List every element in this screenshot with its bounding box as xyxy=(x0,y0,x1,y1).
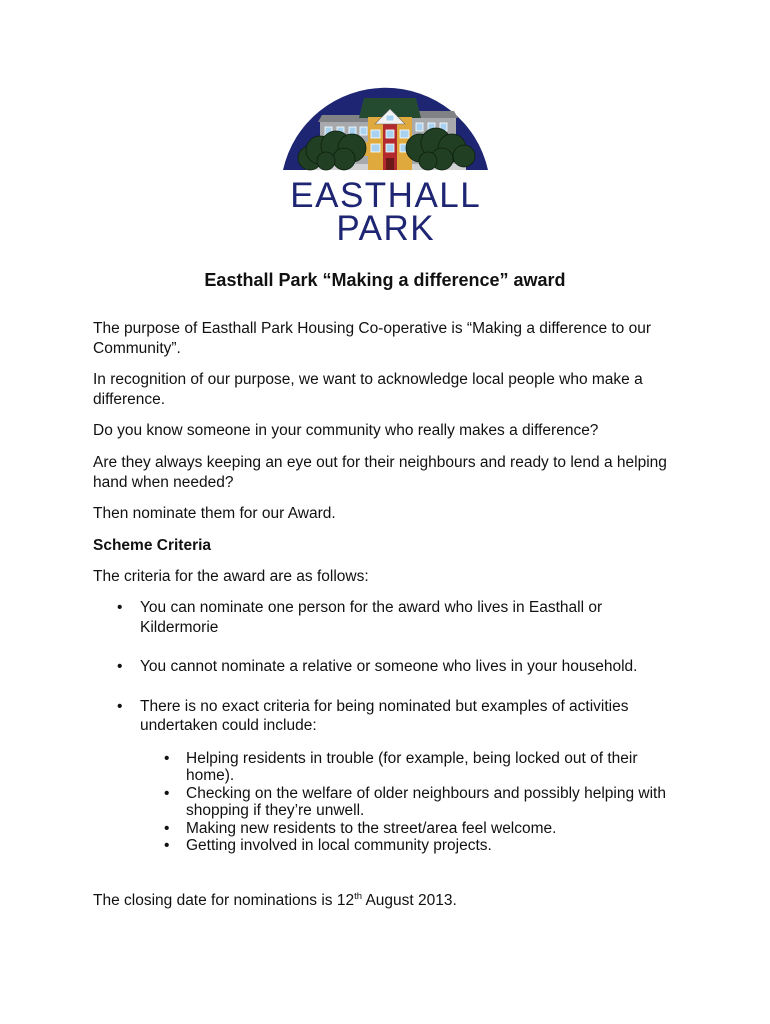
closing-date-text: The closing date for nominations is 12 xyxy=(93,892,355,909)
section-heading-scheme-criteria: Scheme Criteria xyxy=(93,537,212,554)
logo-tree xyxy=(333,148,355,170)
logo-window xyxy=(371,144,380,152)
criteria-item xyxy=(117,598,666,637)
closing-date-statement xyxy=(93,891,457,911)
bullet-glyph: • xyxy=(164,784,170,802)
closing-date-month-year: August 2013. xyxy=(362,892,457,909)
paragraph-question: Do you know someone in your community who really makes a difference? xyxy=(93,422,599,439)
activity-examples-list xyxy=(164,750,666,855)
activity-example-text: Helping residents in trouble (for example, being locked out of their home). xyxy=(186,750,638,785)
criteria-intro: The criteria for the award are as follows: xyxy=(93,568,369,585)
logo-emblem xyxy=(280,84,492,176)
paragraph-recognition: In recognition of our purpose, we want to acknowledge local people who make a difference. xyxy=(93,371,643,408)
logo-door xyxy=(386,158,394,170)
activity-example-item xyxy=(164,837,666,855)
bullet-glyph: • xyxy=(164,750,170,767)
activity-example-text: Getting involved in local community projects. xyxy=(186,837,492,855)
logo-window xyxy=(386,130,394,138)
activity-example-text: Checking on the welfare of older neighbours and possibly helping with shopping if they’re unwell. xyxy=(186,784,666,820)
closing-date-ordinal-suffix: th xyxy=(354,891,363,902)
logo-window xyxy=(386,144,394,152)
paragraph-neighbours: Are they always keeping an eye out for their neighbours and ready to lend a helping hand when needed? xyxy=(93,454,667,491)
criteria-item-text: You cannot nominate a relative or someone who lives in your household. xyxy=(140,658,638,675)
criteria-item xyxy=(117,697,666,855)
bullet-glyph: • xyxy=(117,697,123,715)
logo-tree xyxy=(317,152,335,170)
criteria-list xyxy=(117,598,666,855)
criteria-item xyxy=(117,657,666,677)
logo-wordmark-line1: EASTHALL xyxy=(290,176,482,215)
activity-example-item xyxy=(164,750,666,785)
activity-example-text: Making new residents to the street/area feel welcome. xyxy=(186,819,557,837)
logo-window xyxy=(416,123,423,131)
activity-example-item xyxy=(164,784,666,820)
criteria-item-text: There is no exact criteria for being nominated but examples of activities undertaken could include: xyxy=(140,697,629,734)
logo-window xyxy=(400,130,409,138)
logo-window xyxy=(371,130,380,138)
logo-window xyxy=(386,115,394,121)
bullet-glyph: • xyxy=(117,599,123,616)
paragraph-nominate: Then nominate them for our Award. xyxy=(93,505,336,522)
logo-wordmark-line2: PARK xyxy=(336,209,436,248)
logo-tree xyxy=(453,145,475,167)
bullet-glyph: • xyxy=(117,658,123,675)
bullet-glyph: • xyxy=(164,837,170,855)
document-title: Easthall Park “Making a difference” award xyxy=(204,270,566,290)
criteria-item-text: You can nominate one person for the award who lives in Easthall or Kildermorie xyxy=(140,599,603,636)
activity-example-item xyxy=(164,819,666,837)
logo-window xyxy=(360,127,367,135)
logo-tree xyxy=(419,152,437,170)
paragraph-purpose: The purpose of Easthall Park Housing Co-operative is “Making a difference to our Community”. xyxy=(93,320,652,357)
bullet-glyph: • xyxy=(164,819,170,837)
